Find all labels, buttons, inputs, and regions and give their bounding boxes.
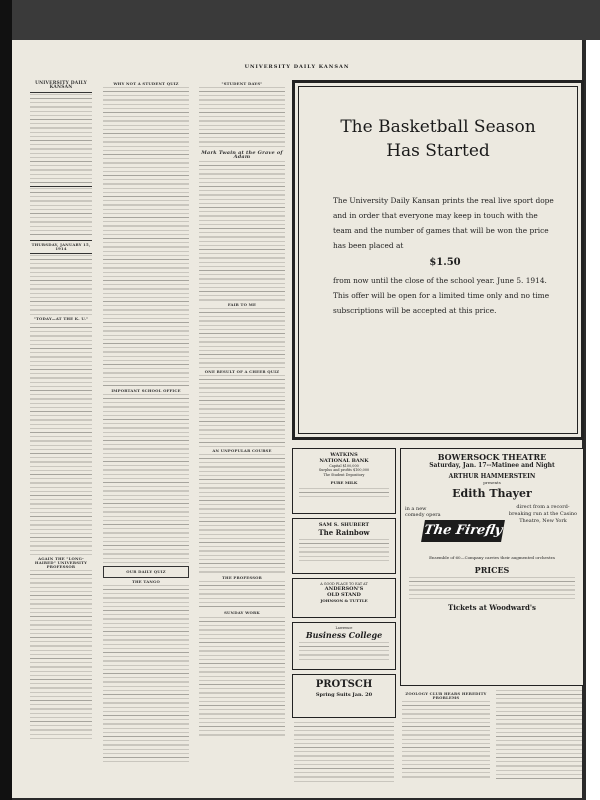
page-masthead: UNIVERSITY DAILY KANSAN xyxy=(244,64,350,70)
ad-text xyxy=(294,722,394,782)
ad-price: $1.50 xyxy=(429,257,461,268)
column-zoology xyxy=(402,690,490,782)
ad-heading: OLD STAND xyxy=(327,592,361,599)
anderson-ad xyxy=(292,578,396,618)
protsch-ad xyxy=(292,674,396,718)
ad-heading: WATKINS xyxy=(330,452,358,458)
section-heading: Mark Twain at the Grave of Adam xyxy=(201,150,283,161)
ad-heading: NATIONAL BANK xyxy=(319,458,369,464)
ad-text: Capital $100,000 xyxy=(329,464,359,468)
article-text xyxy=(199,375,285,447)
bowersock-theatre-ad xyxy=(400,448,584,686)
ad-title-line-1: The Basketball Season xyxy=(340,117,536,137)
ad-heading: Spring Suits Jan. 20 xyxy=(315,692,373,698)
column-editorial xyxy=(30,80,92,790)
quiz-text xyxy=(103,585,189,765)
ad-text: A GOOD PLACE TO EAT AT xyxy=(320,582,368,586)
firefly-title: The Firefly xyxy=(421,520,505,542)
section-heading: FAIR TO ME xyxy=(227,301,257,307)
article-text xyxy=(496,690,582,782)
section-heading: WHY NOT A STUDENT QUIZ xyxy=(113,81,179,86)
ad-text xyxy=(299,488,389,500)
article-text xyxy=(402,701,490,781)
ad-text: in a new comedy opera xyxy=(405,506,441,519)
quiz-box xyxy=(103,566,189,577)
paper-title: UNIVERSITY DAILY KANSAN xyxy=(35,81,87,91)
ad-text: Ensemble of 60—Company carries their augmented orchestra xyxy=(429,555,555,561)
ad-heading: Tickets at Woodward's xyxy=(447,602,536,612)
ad-heading: SAM S. SHUBERT xyxy=(318,522,370,528)
ad-body-before: The University Daily Kansan prints the real live sport dope and in order that everyone may keep in touch with the team and the number of games that will be won the price has been placed at xyxy=(333,196,554,250)
ad-text: presents xyxy=(483,480,501,485)
ad-text: Lawrence xyxy=(335,626,353,630)
editorial-text xyxy=(30,255,92,315)
section-heading: AN UNPOPULAR COURSE xyxy=(212,448,272,454)
ad-heading: PRICES xyxy=(474,564,510,575)
section-heading: IMPORTANT SCHOOL OFFICE xyxy=(111,388,181,394)
business-college-ad xyxy=(292,622,396,670)
ad-heading: Saturday, Jan. 17--Matinee and Night xyxy=(429,462,555,469)
ad-heading: The Rainbow xyxy=(318,528,370,537)
scan-left-edge xyxy=(0,0,12,800)
article-text xyxy=(30,323,92,555)
section-heading: "TODAY—AT THE K. U." xyxy=(33,316,89,322)
ad-text xyxy=(299,539,389,563)
staff-listing xyxy=(30,94,92,184)
scan-right-edge xyxy=(586,40,600,800)
divider xyxy=(30,253,92,254)
ad-title-line-2: Has Started xyxy=(386,141,490,161)
section-heading: SUNDAY WORK xyxy=(224,610,260,616)
divider xyxy=(30,186,92,187)
firefly-block xyxy=(401,502,583,546)
ad-heading: Business College xyxy=(305,630,383,641)
article-text xyxy=(103,87,189,387)
column-features xyxy=(199,80,285,790)
quiz-subheading: THE TANGO xyxy=(131,578,160,584)
ad-heading: ANDERSON'S xyxy=(324,586,364,593)
section-heading: ZOOLOGY CLUB HEARS HEREDITY PROBLEMS xyxy=(405,691,487,701)
section-heading: THE PROFESSOR xyxy=(222,575,262,581)
section-heading: ONE RESULT OF A CHEER QUIZ xyxy=(204,368,280,374)
ad-heading: ARTHUR HAMMERSTEIN xyxy=(448,473,536,480)
ad-heading: PURE MILK xyxy=(330,480,358,486)
poem-text xyxy=(199,308,285,368)
quiz-title: OUR DAILY QUIZ xyxy=(126,569,166,575)
watkins-bank-ad xyxy=(292,448,396,514)
ad-text: The Student Depository xyxy=(323,472,365,477)
article-text xyxy=(199,454,285,574)
shubert-ad xyxy=(292,518,396,574)
ad-heading: Edith Thayer xyxy=(452,487,532,501)
article-text xyxy=(103,394,189,564)
dateline: THURSDAY, JANUARY 15, 1914 xyxy=(31,241,91,252)
scan-top-margin xyxy=(0,0,600,40)
notice-text xyxy=(30,188,92,238)
ad-text xyxy=(409,577,575,599)
ad-text xyxy=(299,642,389,662)
ad-heading: BOWERSOCK THEATRE xyxy=(437,452,547,462)
article-text xyxy=(30,570,92,740)
poem-text xyxy=(199,581,285,609)
column-quiz xyxy=(103,80,189,790)
ad-heading: PROTSCH xyxy=(315,679,373,690)
ad-text: direct from a record-breaking run at the Casino Theatre, New York xyxy=(508,504,578,524)
article-text xyxy=(199,161,285,301)
divider xyxy=(30,92,92,93)
article-text xyxy=(199,617,285,737)
divider xyxy=(30,240,92,241)
section-heading: AGAIN THE "LONG-HAIRED" UNIVERSITY PROFESSOR xyxy=(34,555,88,569)
ad-body-after: from now until the close of the school year. June 5. 1914. This offer will be open for a limited time only and no time subscriptions will be accepted at this price. xyxy=(333,276,550,315)
ad-title xyxy=(295,115,581,163)
ad-text: Surplus and profits $100,000 xyxy=(318,468,370,473)
section-heading: "STUDENT DAYS" xyxy=(221,81,263,86)
poem-text xyxy=(199,87,285,149)
basketball-subscription-ad xyxy=(292,80,584,440)
ad-body xyxy=(333,193,557,318)
ad-heading: JOHNSON & TUTTLE xyxy=(320,598,368,604)
